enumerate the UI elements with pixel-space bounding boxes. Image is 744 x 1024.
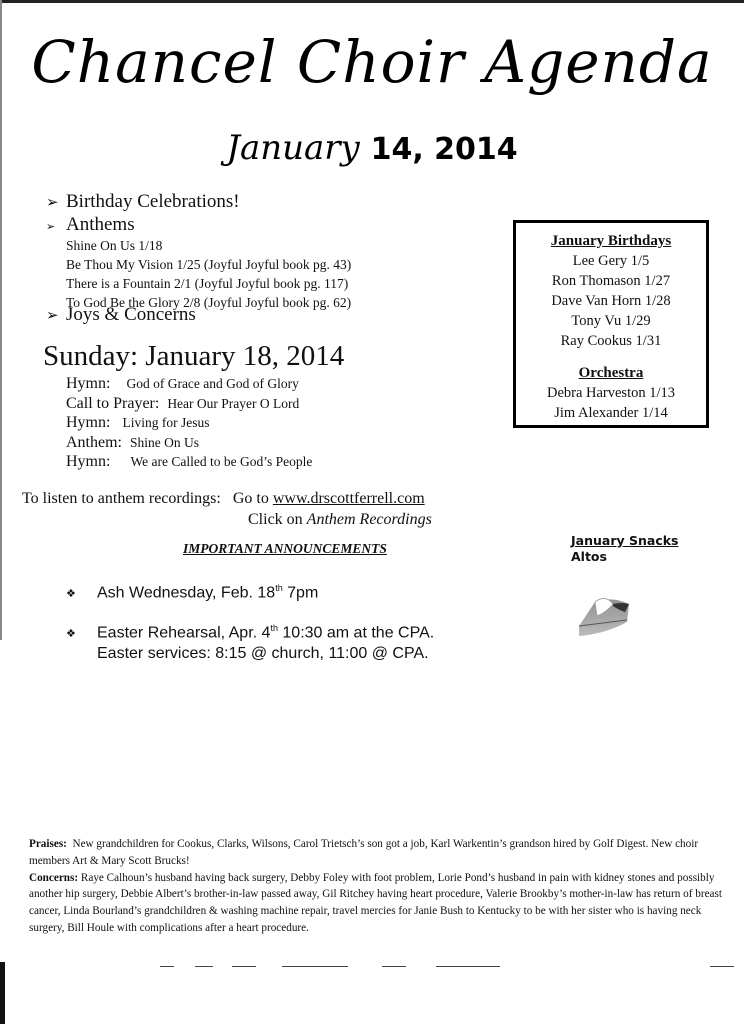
- scan-artifact: [232, 966, 256, 967]
- anthem-item: There is a Fountain 2/1 (Joyful Joyful book pg. 117): [66, 276, 349, 291]
- scan-artifact: [710, 966, 734, 967]
- praises-text: New grandchildren for Cookus, Clarks, Wilsons, Carol Trietsch’s son got a job, Karl Warkentin’s grandson hired by Golf Digest. New choir members Art & Mary Scott Brucks!: [29, 838, 699, 867]
- anthem-item: Shine On Us 1/18: [66, 238, 163, 253]
- anthem-recordings-label: Anthem Recordings: [306, 511, 432, 528]
- birthday-item: Lee Gery 1/5: [572, 253, 650, 269]
- service-item: Hymn: God of Grace and God of Glory: [66, 375, 299, 392]
- arrow-bullet-icon: ➢: [46, 195, 59, 211]
- birthday-item: Ron Thomason 1/27: [551, 273, 671, 289]
- sunday-heading: Sunday: January 18, 2014: [43, 340, 345, 372]
- date-month: January: [226, 128, 360, 168]
- birthdays-title: January Birthdays: [550, 233, 672, 249]
- service-item: Hymn: Living for Jesus: [66, 414, 210, 431]
- recordings-info: To listen to anthem recordings: Go to www.drscottferrell.com Click on Anthem Recordings: [22, 490, 432, 528]
- scan-artifact: [282, 966, 348, 967]
- diamond-bullet-icon: ❖: [66, 628, 76, 641]
- agenda-item-joys-concerns: [46, 304, 196, 326]
- agenda-date: [0, 128, 744, 168]
- praises-concerns: [29, 836, 729, 937]
- recordings-intro: To listen to anthem recordings:: [22, 490, 221, 507]
- announcement-item: ❖ Ash Wednesday, Feb. 18th 7pm: [66, 578, 318, 604]
- agenda-item-birthdays: [46, 191, 240, 213]
- concerns-text: Raye Calhoun’s husband having back surgery, Debby Foley with foot problem, Lorie Pond’s husband in pain with kidney stones and possibly another hip surgery, Debbie Albert’s brother-in-law passed away, Gil Ritchey having heart procedure, Valerie Brookby’s mother-in-law has return of breast cancer, Linda Bourland’s grandchildren & washing machine repair, travel mercies for Janie Bush to Kentucky to be with her sister who is having neck surgery, Bill Houle with complications after a heart procedure.: [29, 871, 722, 934]
- service-item: Hymn: We are Called to be God’s People: [66, 453, 313, 470]
- agenda-item-label: Anthems: [66, 214, 135, 235]
- snacks-section-name: Altos: [571, 549, 607, 564]
- anthem-item: To God Be the Glory 2/8 (Joyful Joyful book pg. 62): [66, 295, 352, 310]
- snacks-section: [571, 533, 678, 565]
- praises-label: Praises:: [29, 838, 67, 850]
- birthday-item: Tony Vu 1/29: [571, 313, 651, 329]
- service-item: Call to Prayer: Hear Our Prayer O Lord: [66, 394, 300, 412]
- agenda-item-label: Joys & Concerns: [66, 304, 196, 325]
- birthdays-box: [513, 220, 709, 428]
- scan-artifact: [160, 966, 174, 967]
- announcement-item: ❖ Easter Rehearsal, Apr. 4th 10:30 am at the CPA. Easter services: 8:15 @ church, 11:00 @ CPA.: [66, 623, 435, 663]
- page-title: Chancel Choir Agenda: [31, 28, 713, 96]
- service-item: Anthem: Shine On Us: [66, 433, 200, 451]
- pie-slice-icon: [575, 590, 635, 640]
- birthday-item: Jim Alexander 1/14: [554, 405, 668, 421]
- scan-artifact: [382, 966, 406, 967]
- announcements-title: IMPORTANT ANNOUNCEMENTS: [183, 541, 387, 556]
- scan-top-edge: [0, 0, 744, 3]
- concerns-label: Concerns:: [29, 871, 79, 884]
- diamond-bullet-icon: ❖: [66, 588, 76, 601]
- scan-left-mark: [0, 962, 5, 1024]
- birthday-item: Dave Van Horn 1/28: [551, 293, 671, 309]
- scan-left-edge: [0, 0, 2, 640]
- snacks-title: January Snacks: [571, 533, 679, 548]
- arrow-bullet-icon: ➢: [46, 221, 56, 233]
- birthday-item: Debra Harveston 1/13: [546, 385, 676, 401]
- anthem-item: Be Thou My Vision 1/25 (Joyful Joyful book pg. 43): [66, 257, 352, 272]
- agenda-item-anthems: [46, 214, 135, 236]
- orchestra-title: Orchestra: [578, 365, 644, 381]
- arrow-bullet-icon: ➢: [46, 308, 59, 324]
- date-day-year: 14, 2014: [370, 132, 518, 167]
- service-order: [66, 374, 312, 472]
- recordings-link[interactable]: www.drscottferrell.com: [272, 490, 425, 507]
- scan-artifact: [436, 966, 500, 967]
- scan-artifact: [195, 966, 213, 967]
- agenda-item-label: Birthday Celebrations!: [66, 191, 240, 212]
- anthem-list: [66, 236, 351, 312]
- birthday-item: Ray Cookus 1/31: [560, 333, 662, 349]
